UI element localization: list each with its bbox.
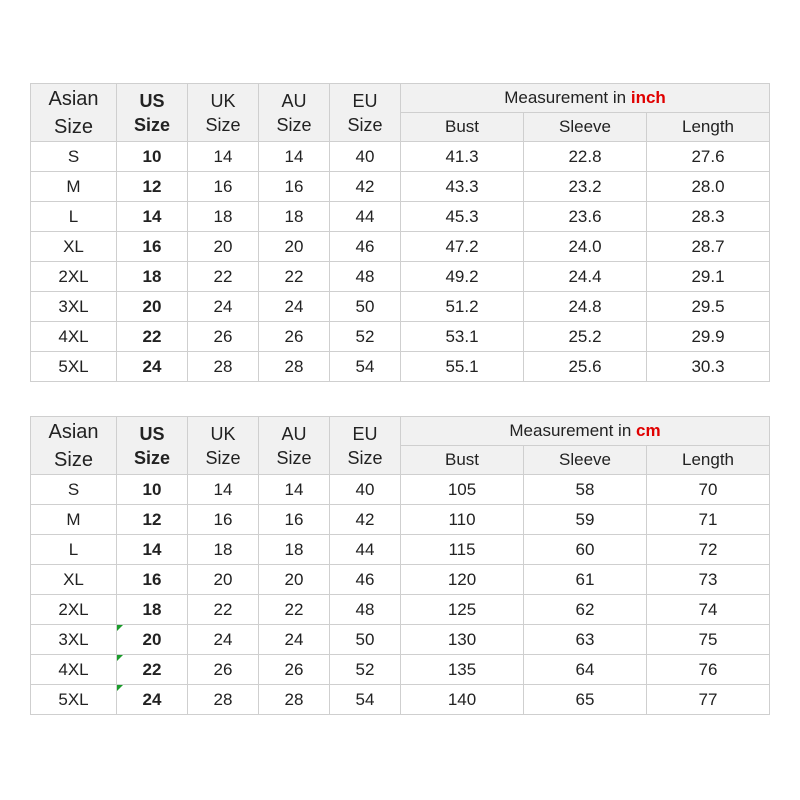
sleeve-cell: 25.2 (524, 322, 647, 352)
length-cell: 73 (647, 565, 770, 595)
us-size-cell: 16 (117, 232, 188, 262)
length-cell: 30.3 (647, 352, 770, 382)
bust-cell: 53.1 (401, 322, 524, 352)
uk-size-cell: 24 (188, 292, 259, 322)
uk-size-cell: 24 (188, 625, 259, 655)
au-size-cell: 18 (259, 535, 330, 565)
au-size-cell: 20 (259, 232, 330, 262)
table-row (31, 535, 770, 565)
asian-size-cell: 2XL (31, 262, 117, 292)
bust-cell: 43.3 (401, 172, 524, 202)
us-size-cell: 10 (117, 475, 188, 505)
table-row (31, 172, 770, 202)
uk-size-cell: 16 (188, 172, 259, 202)
bust-cell: 110 (401, 505, 524, 535)
us-size-cell: 20 (117, 625, 188, 655)
eu-size-cell: 48 (330, 595, 401, 625)
length-cell: 28.3 (647, 202, 770, 232)
au-size-cell: 14 (259, 142, 330, 172)
asian-size-cell: XL (31, 565, 117, 595)
uk-size-cell: 22 (188, 595, 259, 625)
eu-size-cell: 40 (330, 475, 401, 505)
measurement-unit: cm (636, 421, 661, 440)
asian-size-cell: S (31, 142, 117, 172)
measurement-prefix: Measurement in (504, 88, 627, 107)
measurement-prefix: Measurement in (509, 421, 632, 440)
table-row (31, 475, 770, 505)
asian-size-cell: L (31, 535, 117, 565)
asian-size-cell: L (31, 202, 117, 232)
uk-size-cell: 20 (188, 232, 259, 262)
measurement-header (401, 84, 770, 113)
us-size-cell: 12 (117, 172, 188, 202)
eu-size-cell: 46 (330, 232, 401, 262)
us-size-cell: 24 (117, 685, 188, 715)
sleeve-cell: 64 (524, 655, 647, 685)
us-size-cell: 14 (117, 535, 188, 565)
au-size-cell: 14 (259, 475, 330, 505)
asian-size-header: Asian Size (31, 417, 117, 475)
table-row (31, 202, 770, 232)
sleeve-cell: 24.0 (524, 232, 647, 262)
asian-size-cell: 5XL (31, 352, 117, 382)
cell-comment-marker (117, 625, 123, 631)
uk-size-cell: 22 (188, 262, 259, 292)
uk-size-cell: 18 (188, 202, 259, 232)
bust-cell: 105 (401, 475, 524, 505)
length-cell: 28.0 (647, 172, 770, 202)
bust-cell: 45.3 (401, 202, 524, 232)
cell-comment-marker (117, 655, 123, 661)
length-header: Length (647, 446, 770, 475)
bust-cell: 51.2 (401, 292, 524, 322)
asian-size-cell: S (31, 475, 117, 505)
bust-header: Bust (401, 446, 524, 475)
au-size-cell: 24 (259, 625, 330, 655)
length-cell: 29.1 (647, 262, 770, 292)
us-size-cell: 20 (117, 292, 188, 322)
au-size-cell: 20 (259, 565, 330, 595)
length-cell: 74 (647, 595, 770, 625)
uk-size-cell: 14 (188, 475, 259, 505)
asian-size-cell: 5XL (31, 685, 117, 715)
length-cell: 29.9 (647, 322, 770, 352)
table-row (31, 655, 770, 685)
table-row (31, 322, 770, 352)
uk-size-cell: 28 (188, 685, 259, 715)
table-row (31, 292, 770, 322)
eu-size-cell: 54 (330, 685, 401, 715)
sleeve-cell: 23.2 (524, 172, 647, 202)
table-row (31, 232, 770, 262)
sleeve-cell: 62 (524, 595, 647, 625)
sleeve-cell: 58 (524, 475, 647, 505)
length-cell: 75 (647, 625, 770, 655)
bust-cell: 115 (401, 535, 524, 565)
us-size-cell: 22 (117, 655, 188, 685)
sleeve-cell: 60 (524, 535, 647, 565)
us-size-cell: 22 (117, 322, 188, 352)
au-size-cell: 16 (259, 172, 330, 202)
au-size-cell: 26 (259, 655, 330, 685)
eu-size-cell: 54 (330, 352, 401, 382)
asian-size-cell: M (31, 172, 117, 202)
length-cell: 76 (647, 655, 770, 685)
us-size-cell: 14 (117, 202, 188, 232)
sleeve-cell: 22.8 (524, 142, 647, 172)
cell-comment-marker (117, 685, 123, 691)
sleeve-cell: 63 (524, 625, 647, 655)
eu-size-cell: 44 (330, 535, 401, 565)
uk-size-cell: 26 (188, 322, 259, 352)
bust-cell: 49.2 (401, 262, 524, 292)
eu-size-cell: 52 (330, 322, 401, 352)
au-size-cell: 22 (259, 262, 330, 292)
measurement-unit: inch (630, 88, 666, 107)
us-size-cell: 24 (117, 352, 188, 382)
sleeve-cell: 24.8 (524, 292, 647, 322)
au-size-cell: 22 (259, 595, 330, 625)
sleeve-cell: 24.4 (524, 262, 647, 292)
eu-size-cell: 50 (330, 625, 401, 655)
bust-cell: 47.2 (401, 232, 524, 262)
length-cell: 28.7 (647, 232, 770, 262)
asian-size-cell: M (31, 505, 117, 535)
asian-size-cell: 2XL (31, 595, 117, 625)
au-size-cell: 28 (259, 352, 330, 382)
asian-size-cell: 4XL (31, 655, 117, 685)
sleeve-cell: 23.6 (524, 202, 647, 232)
us-size-header: US Size (117, 417, 188, 475)
uk-size-cell: 28 (188, 352, 259, 382)
table-row (31, 352, 770, 382)
eu-size-cell: 50 (330, 292, 401, 322)
eu-size-cell: 48 (330, 262, 401, 292)
bust-cell: 130 (401, 625, 524, 655)
bust-cell: 125 (401, 595, 524, 625)
sleeve-header: Sleeve (524, 113, 647, 142)
us-size-cell: 10 (117, 142, 188, 172)
length-header: Length (647, 113, 770, 142)
au-size-cell: 16 (259, 505, 330, 535)
sleeve-header: Sleeve (524, 446, 647, 475)
us-size-header: US Size (117, 84, 188, 142)
au-size-cell: 28 (259, 685, 330, 715)
table-row (31, 505, 770, 535)
sleeve-cell: 25.6 (524, 352, 647, 382)
table-row (31, 685, 770, 715)
uk-size-cell: 18 (188, 535, 259, 565)
eu-size-cell: 44 (330, 202, 401, 232)
length-cell: 71 (647, 505, 770, 535)
uk-size-cell: 20 (188, 565, 259, 595)
sleeve-cell: 61 (524, 565, 647, 595)
size-chart-cm (30, 416, 770, 715)
au-size-header: AU Size (259, 417, 330, 475)
table-row (31, 142, 770, 172)
us-size-cell: 18 (117, 595, 188, 625)
sleeve-cell: 65 (524, 685, 647, 715)
asian-size-cell: XL (31, 232, 117, 262)
au-size-cell: 18 (259, 202, 330, 232)
uk-size-header: UK Size (188, 84, 259, 142)
length-cell: 27.6 (647, 142, 770, 172)
eu-size-cell: 40 (330, 142, 401, 172)
bust-cell: 135 (401, 655, 524, 685)
length-cell: 70 (647, 475, 770, 505)
bust-cell: 140 (401, 685, 524, 715)
bust-header: Bust (401, 113, 524, 142)
table-row (31, 625, 770, 655)
us-size-cell: 12 (117, 505, 188, 535)
bust-cell: 41.3 (401, 142, 524, 172)
length-cell: 72 (647, 535, 770, 565)
asian-size-cell: 3XL (31, 625, 117, 655)
eu-size-header: EU Size (330, 84, 401, 142)
bust-cell: 120 (401, 565, 524, 595)
eu-size-cell: 52 (330, 655, 401, 685)
au-size-cell: 26 (259, 322, 330, 352)
eu-size-header: EU Size (330, 417, 401, 475)
table-row (31, 262, 770, 292)
sleeve-cell: 59 (524, 505, 647, 535)
asian-size-cell: 3XL (31, 292, 117, 322)
asian-size-cell: 4XL (31, 322, 117, 352)
length-cell: 77 (647, 685, 770, 715)
au-size-header: AU Size (259, 84, 330, 142)
table-row (31, 565, 770, 595)
uk-size-cell: 14 (188, 142, 259, 172)
au-size-cell: 24 (259, 292, 330, 322)
bust-cell: 55.1 (401, 352, 524, 382)
asian-size-header: Asian Size (31, 84, 117, 142)
table-row (31, 595, 770, 625)
eu-size-cell: 46 (330, 565, 401, 595)
uk-size-header: UK Size (188, 417, 259, 475)
size-chart-inch (30, 83, 770, 382)
length-cell: 29.5 (647, 292, 770, 322)
measurement-header (401, 417, 770, 446)
uk-size-cell: 16 (188, 505, 259, 535)
us-size-cell: 18 (117, 262, 188, 292)
eu-size-cell: 42 (330, 505, 401, 535)
eu-size-cell: 42 (330, 172, 401, 202)
us-size-cell: 16 (117, 565, 188, 595)
uk-size-cell: 26 (188, 655, 259, 685)
